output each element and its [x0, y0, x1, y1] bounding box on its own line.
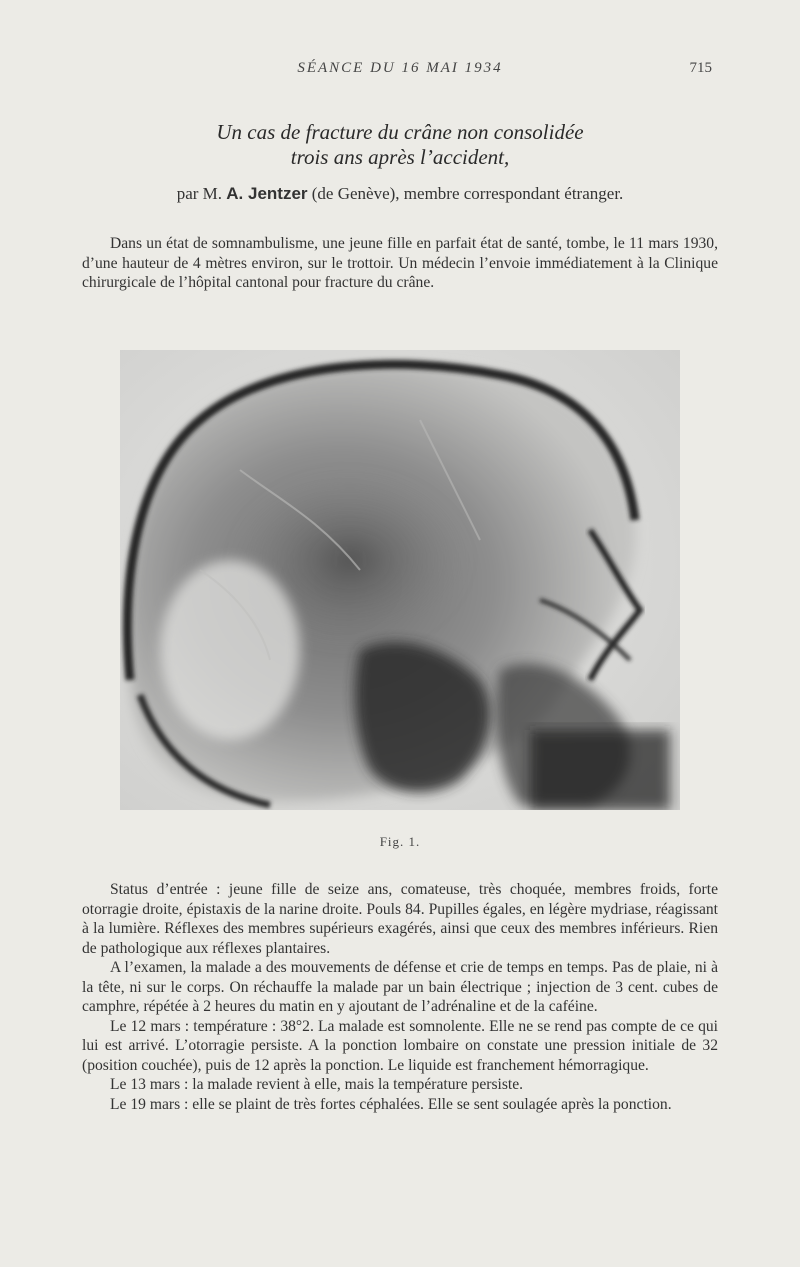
intro-paragraph: Dans un état de somnambulisme, une jeune fille en parfait état de santé, tombe, le 11 mars 1930, d’une hauteur de 4 mètres environ, sur le trottoir. Un médecin l’envoie immédiatement à la Clinique chirurgicale de l’hôpital cantonal pour fracture du crâne.: [82, 235, 718, 291]
byline-suffix: (de Genève), membre correspondant étranger.: [311, 184, 624, 203]
page-number: 715: [689, 60, 712, 76]
body-paragraph: Le 19 mars : elle se plaint de très fortes céphalées. Elle se sent soulagée après la ponction.: [110, 1095, 672, 1113]
skull-xray-image: [120, 350, 680, 810]
body-paragraph: Le 13 mars : la malade revient à elle, mais la température persiste.: [110, 1076, 524, 1093]
body-paragraph: Le 12 mars : température : 38°2. La malade est somnolente. Elle ne se rend pas compte de ce qui lui est arrivé. L’otorragie persiste. A la ponction lombaire on constate une pression initiale de 32 (position couchée), puis de 12 après la ponction. Le liquide est franchement hémorragique.: [82, 1017, 718, 1074]
article-body: [82, 880, 718, 1114]
figure-caption: Fig. 1.: [379, 834, 421, 849]
author-name: A. Jentzer: [226, 184, 308, 203]
skull-xray-figure: [120, 350, 680, 810]
byline: [80, 184, 720, 204]
running-title: SÉANCE DU 16 MAI 1934: [297, 60, 503, 76]
article-title-line-2: trois ans après l’accident,: [290, 145, 510, 169]
article-title: [80, 120, 720, 170]
running-head: [0, 60, 800, 82]
article-title-line-1: Un cas de fracture du crâne non consolidée: [216, 120, 584, 144]
byline-prefix: par M.: [176, 184, 223, 203]
body-paragraph: Status d’entrée : jeune fille de seize ans, comateuse, très choquée, membres froids, forte otorragie droite, épistaxis de la narine droite. Pouls 84. Pupilles égales, en légère mydriase, réagissant à la lumière. Réflexes des membres supérieurs exagérés, ainsi que ceux des membres inférieurs. Rien de pathologique aux réflexes plantaires.: [82, 881, 718, 957]
body-paragraph: A l’examen, la malade a des mouvements de défense et crie de temps en temps. Pas de plaie, ni à la tête, ni sur le corps. On réchauffe la malade par un bain électrique ; injection de 3 cent. cubes de camphre, répétée à 2 heures du matin en y ajoutant de l’adrénaline et de la caféine.: [82, 959, 718, 1015]
